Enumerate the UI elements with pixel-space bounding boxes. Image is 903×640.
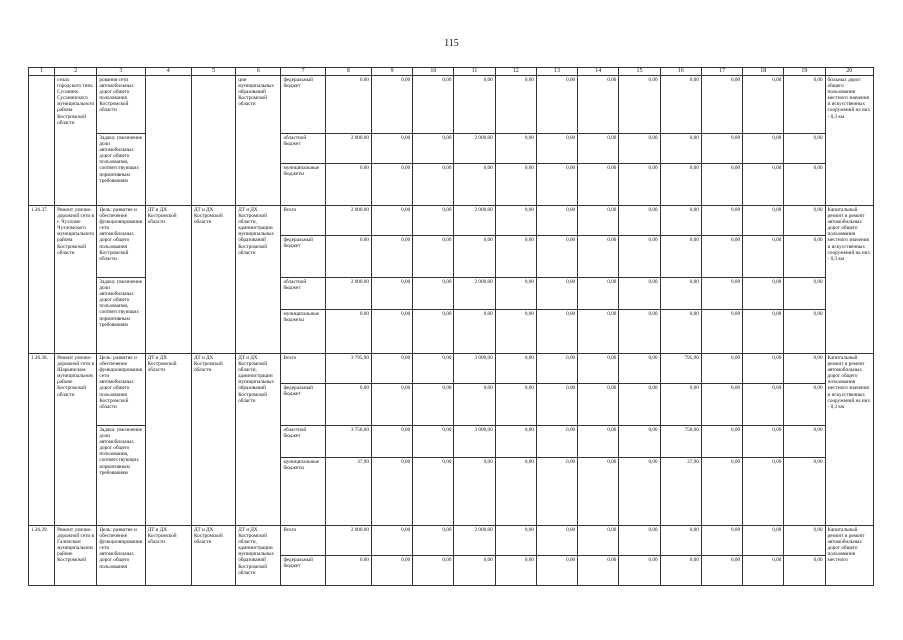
value-cell: 2 000,00 (325, 134, 371, 164)
value-cell: 0,00 (660, 384, 701, 426)
value-cell: 0,00 (536, 310, 577, 354)
value-cell: 2 000,00 (454, 278, 495, 310)
result-cell: Капитальный ремонт и ремонт автомобильных дорог общего пользования местного (825, 526, 873, 586)
value-cell: 0,00 (701, 236, 742, 278)
value-cell: 0,00 (536, 556, 577, 586)
value-cell: 0,00 (578, 278, 619, 310)
coexecutor-cell (191, 76, 235, 206)
value-cell: 0,00 (619, 384, 660, 426)
value-cell: 0,00 (371, 278, 412, 310)
value-cell: 0,00 (701, 278, 742, 310)
header-cell: 17 (701, 68, 742, 76)
header-cell: 11 (454, 68, 495, 76)
header-cell: 8 (325, 68, 371, 76)
source-cell: федеральный бюджет (281, 384, 325, 426)
value-cell: 0,00 (784, 164, 825, 206)
value-cell: 0,00 (784, 134, 825, 164)
value-cell: 0,00 (660, 206, 701, 236)
value-cell: 0,00 (743, 134, 784, 164)
value-cell: 0,00 (536, 164, 577, 206)
value-cell: 0,00 (784, 278, 825, 310)
source-cell: федеральный бюджет (281, 556, 325, 586)
value-cell: 0,00 (660, 278, 701, 310)
value-cell: 0,00 (536, 206, 577, 236)
value-cell: 0,00 (536, 134, 577, 164)
value-cell: 0,00 (371, 354, 412, 384)
source-cell: областной бюджет (281, 426, 325, 458)
goal-cell: рования сети автомобильных дорог общего пользования Костромской области (97, 76, 145, 134)
value-cell: 0,00 (371, 134, 412, 164)
value-cell: 0,00 (619, 526, 660, 556)
item-number-cell (29, 76, 55, 206)
value-cell: 0,00 (784, 206, 825, 236)
value-cell: 0,00 (495, 310, 536, 354)
goal-cell: Цель: развитие и обеспечение функционирования сети автомобильных дорог общего пользования Костромской области (97, 206, 145, 278)
value-cell: 0,00 (495, 354, 536, 384)
header-cell: 13 (536, 68, 577, 76)
value-cell: 0,00 (784, 236, 825, 278)
value-cell: 0,00 (495, 384, 536, 426)
value-cell: 0,00 (454, 556, 495, 586)
value-cell: 0,00 (784, 384, 825, 426)
value-cell: 0,00 (578, 76, 619, 134)
value-cell: 0,00 (784, 556, 825, 586)
page-number: 115 (444, 38, 459, 49)
header-cell: 1 (29, 68, 55, 76)
task-cell: Задача: увеличение доли автомобильных дорог общего пользования, соответствующих нормативным требованиям (97, 278, 145, 354)
value-cell: 0,00 (371, 526, 412, 556)
value-cell: 0,00 (784, 526, 825, 556)
source-cell: муниципальные бюджеты (281, 164, 325, 206)
value-cell: 2 000,00 (325, 526, 371, 556)
value-cell: 0,00 (536, 458, 577, 526)
header-cell: 9 (371, 68, 412, 76)
item-name-cell: селах городского типа Сусанино Сусанинского муниципального района Костромской области (55, 76, 97, 206)
source-cell: Всего (281, 206, 325, 236)
header-cell: 15 (619, 68, 660, 76)
value-cell: 0,00 (371, 384, 412, 426)
value-cell: 0,00 (743, 278, 784, 310)
value-cell: 0,00 (619, 278, 660, 310)
value-cell: 0,00 (578, 426, 619, 458)
value-cell: 0,00 (495, 556, 536, 586)
value-cell: 0,00 (325, 236, 371, 278)
value-cell: 0,00 (743, 426, 784, 458)
source-cell: муниципальные бюджеты (281, 310, 325, 354)
header-cell: 6 (236, 68, 281, 76)
value-cell: 0,00 (413, 458, 454, 526)
value-cell: 0,00 (619, 458, 660, 526)
value-cell: 3 000,00 (454, 426, 495, 458)
value-cell: 0,00 (701, 164, 742, 206)
table-row (29, 76, 874, 134)
coexecutor-cell: ДТ и ДХ Костромской области (191, 526, 235, 586)
value-cell: 0,00 (660, 164, 701, 206)
value-cell: 0,00 (660, 236, 701, 278)
header-cell: 20 (825, 68, 873, 76)
value-cell: 0,00 (619, 76, 660, 134)
value-cell: 0,00 (701, 354, 742, 384)
header-cell: 19 (784, 68, 825, 76)
value-cell: 0,00 (325, 556, 371, 586)
value-cell: 0,00 (495, 134, 536, 164)
header-cell: 18 (743, 68, 784, 76)
header-cell: 10 (413, 68, 454, 76)
value-cell: 0,00 (371, 76, 412, 134)
item-number-cell: 1.26.39. (29, 526, 55, 586)
item-name-cell: Ремонт улично-дорожной сети в г. Чухломе Чухломского муниципального района Костромской области (55, 206, 97, 354)
goal-cell: Цель: развитие и обеспечение функционирования сети автомобильных дорог общего пользования Костромской области (97, 354, 145, 426)
value-cell: 0,00 (325, 384, 371, 426)
executor-cell: ДТ и ДХ Костромской области (145, 354, 191, 526)
goal-cell: Цель: развитие и обеспечение функционирования сети автомобильных дорог общего пользования (97, 526, 145, 586)
value-cell: 0,00 (495, 426, 536, 458)
value-cell: 0,00 (536, 236, 577, 278)
program-table (28, 67, 874, 586)
value-cell: 0,00 (701, 526, 742, 556)
header-cell: 2 (55, 68, 97, 76)
value-cell: 0,00 (413, 426, 454, 458)
value-cell: 795,90 (660, 354, 701, 384)
value-cell: 0,00 (784, 354, 825, 384)
result-cell: бильных дорог общего пользования местного значения и искусственных сооружений на них - 0,3 км (825, 76, 873, 206)
value-cell: 0,00 (495, 526, 536, 556)
header-cell: 5 (191, 68, 235, 76)
value-cell: 0,00 (743, 458, 784, 526)
value-cell: 0,00 (413, 164, 454, 206)
value-cell: 0,00 (784, 76, 825, 134)
value-cell: 0,00 (619, 206, 660, 236)
value-cell: 0,00 (619, 164, 660, 206)
value-cell: 0,00 (743, 384, 784, 426)
value-cell: 0,00 (413, 310, 454, 354)
value-cell: 0,00 (743, 206, 784, 236)
value-cell: 0,00 (701, 310, 742, 354)
value-cell: 0,00 (743, 354, 784, 384)
value-cell: 0,00 (536, 426, 577, 458)
value-cell: 0,00 (371, 458, 412, 526)
value-cell: 0,00 (701, 76, 742, 134)
executor-cell: ДТ и ДХ Костромской области (145, 206, 191, 354)
value-cell: 0,00 (495, 458, 536, 526)
executor-cell: ДТ и ДХ Костромской области (145, 526, 191, 586)
header-cell: 16 (660, 68, 701, 76)
value-cell: 3 000,00 (454, 354, 495, 384)
value-cell: 0,00 (536, 526, 577, 556)
value-cell: 0,00 (784, 310, 825, 354)
source-cell: областной бюджет (281, 134, 325, 164)
value-cell: 0,00 (660, 310, 701, 354)
executor-cell (145, 76, 191, 206)
value-cell: 0,00 (578, 206, 619, 236)
result-cell: Капитальный ремонт и ремонт автомобильных дорог общего пользования местного значения и искусственных сооружений на них - 0,3 км (825, 206, 873, 354)
value-cell: 0,00 (578, 134, 619, 164)
table-row (29, 526, 874, 556)
source-cell: областной бюджет (281, 278, 325, 310)
source-cell: Всего (281, 526, 325, 556)
value-cell: 0,00 (536, 76, 577, 134)
participant-cell: ции муниципальных образований Костромской области (236, 76, 281, 206)
value-cell: 0,00 (743, 310, 784, 354)
value-cell: 0,00 (495, 278, 536, 310)
item-name-cell: Ремонт улично-дорожной сети в Шарьинском муниципальном районе Костромской области (55, 354, 97, 526)
value-cell: 0,00 (325, 310, 371, 354)
value-cell: 0,00 (619, 236, 660, 278)
value-cell: 0,00 (371, 206, 412, 236)
value-cell: 0,00 (454, 76, 495, 134)
value-cell: 0,00 (743, 236, 784, 278)
header-cell: 14 (578, 68, 619, 76)
value-cell: 0,00 (413, 134, 454, 164)
value-cell: 37,90 (325, 458, 371, 526)
coexecutor-cell: ДТ и ДХ Костромской области (191, 354, 235, 526)
value-cell: 2 000,00 (454, 206, 495, 236)
value-cell: 0,00 (578, 458, 619, 526)
value-cell: 0,00 (413, 278, 454, 310)
value-cell: 0,00 (660, 76, 701, 134)
value-cell: 0,00 (371, 556, 412, 586)
header-cell: 4 (145, 68, 191, 76)
value-cell: 0,00 (413, 354, 454, 384)
value-cell: 0,00 (371, 236, 412, 278)
item-name-cell: Ремонт улично-дорожной сети в Галичском муниципальном районе Костромской (55, 526, 97, 586)
value-cell: 0,00 (784, 426, 825, 458)
value-cell: 758,00 (660, 426, 701, 458)
value-cell: 0,00 (619, 310, 660, 354)
value-cell: 0,00 (578, 556, 619, 586)
header-cell: 12 (495, 68, 536, 76)
item-number-cell: 1.26.38. (29, 354, 55, 526)
participant-cell: ДТ и ДХ Костромской области, администрации муниципальных образований Костромской области (236, 526, 281, 586)
value-cell: 0,00 (743, 556, 784, 586)
value-cell: 0,00 (660, 134, 701, 164)
value-cell: 0,00 (413, 384, 454, 426)
value-cell: 0,00 (371, 426, 412, 458)
value-cell: 0,00 (660, 526, 701, 556)
value-cell: 0,00 (743, 76, 784, 134)
value-cell: 0,00 (454, 236, 495, 278)
value-cell: 0,00 (536, 384, 577, 426)
value-cell: 0,00 (325, 164, 371, 206)
source-cell: муниципальные бюджеты (281, 458, 325, 526)
value-cell: 3 795,90 (325, 354, 371, 384)
value-cell: 0,00 (578, 164, 619, 206)
value-cell: 0,00 (743, 164, 784, 206)
result-cell: Капитальный ремонт и ремонт автомобильных дорог общего пользования местного значения и искусственных сооружений на них - 0,3 км (825, 354, 873, 526)
value-cell: 0,00 (619, 556, 660, 586)
value-cell: 0,00 (660, 556, 701, 586)
value-cell: 3 758,00 (325, 426, 371, 458)
value-cell: 0,00 (784, 458, 825, 526)
value-cell: 0,00 (495, 164, 536, 206)
value-cell: 0,00 (371, 310, 412, 354)
value-cell: 0,00 (578, 354, 619, 384)
value-cell: 0,00 (701, 384, 742, 426)
value-cell: 0,00 (454, 384, 495, 426)
header-cell: 7 (281, 68, 325, 76)
participant-cell: ДТ и ДХ Костромской области, администрации муниципальных образований Костромской области (236, 354, 281, 526)
value-cell: 2 000,00 (454, 526, 495, 556)
participant-cell: ДТ и ДХ Костромской области, администрации муниципальных образований Костромской области (236, 206, 281, 354)
table-row (29, 354, 874, 384)
value-cell: 0,00 (701, 556, 742, 586)
value-cell: 0,00 (413, 236, 454, 278)
value-cell: 0,00 (578, 236, 619, 278)
value-cell: 2 000,00 (454, 134, 495, 164)
value-cell: 0,00 (325, 76, 371, 134)
coexecutor-cell: ДТ и ДХ Костромской области (191, 206, 235, 354)
value-cell: 0,00 (701, 458, 742, 526)
value-cell: 0,00 (495, 206, 536, 236)
source-cell: Всего (281, 354, 325, 384)
value-cell: 0,00 (536, 278, 577, 310)
value-cell: 0,00 (495, 76, 536, 134)
value-cell: 0,00 (578, 384, 619, 426)
value-cell: 0,00 (619, 426, 660, 458)
value-cell: 0,00 (371, 164, 412, 206)
value-cell: 2 000,00 (325, 206, 371, 236)
value-cell: 0,00 (413, 76, 454, 134)
value-cell: 0,00 (578, 310, 619, 354)
value-cell: 0,00 (578, 526, 619, 556)
source-cell: федеральный бюджет (281, 236, 325, 278)
value-cell: 0,00 (701, 206, 742, 236)
value-cell: 0,00 (454, 458, 495, 526)
value-cell: 0,00 (536, 354, 577, 384)
value-cell: 0,00 (454, 310, 495, 354)
value-cell: 0,00 (701, 426, 742, 458)
value-cell: 0,00 (454, 164, 495, 206)
value-cell: 0,00 (413, 206, 454, 236)
value-cell: 0,00 (413, 556, 454, 586)
value-cell: 0,00 (619, 134, 660, 164)
item-number-cell: 1.26.37. (29, 206, 55, 354)
value-cell: 0,00 (413, 526, 454, 556)
source-cell: федеральный бюджет (281, 76, 325, 134)
value-cell: 0,00 (495, 236, 536, 278)
task-cell: Задача: увеличение доли автомобильных дорог общего пользования, соответствующих нормативным требованиям (97, 134, 145, 206)
value-cell: 0,00 (743, 526, 784, 556)
table-row (29, 206, 874, 236)
value-cell: 37,90 (660, 458, 701, 526)
value-cell: 0,00 (701, 134, 742, 164)
header-row (29, 68, 874, 76)
value-cell: 0,00 (619, 354, 660, 384)
task-cell: Задача: увеличение доли автомобильных дорог общего пользования, соответствующих нормативным требованиям (97, 426, 145, 526)
value-cell: 2 000,00 (325, 278, 371, 310)
header-cell: 3 (97, 68, 145, 76)
